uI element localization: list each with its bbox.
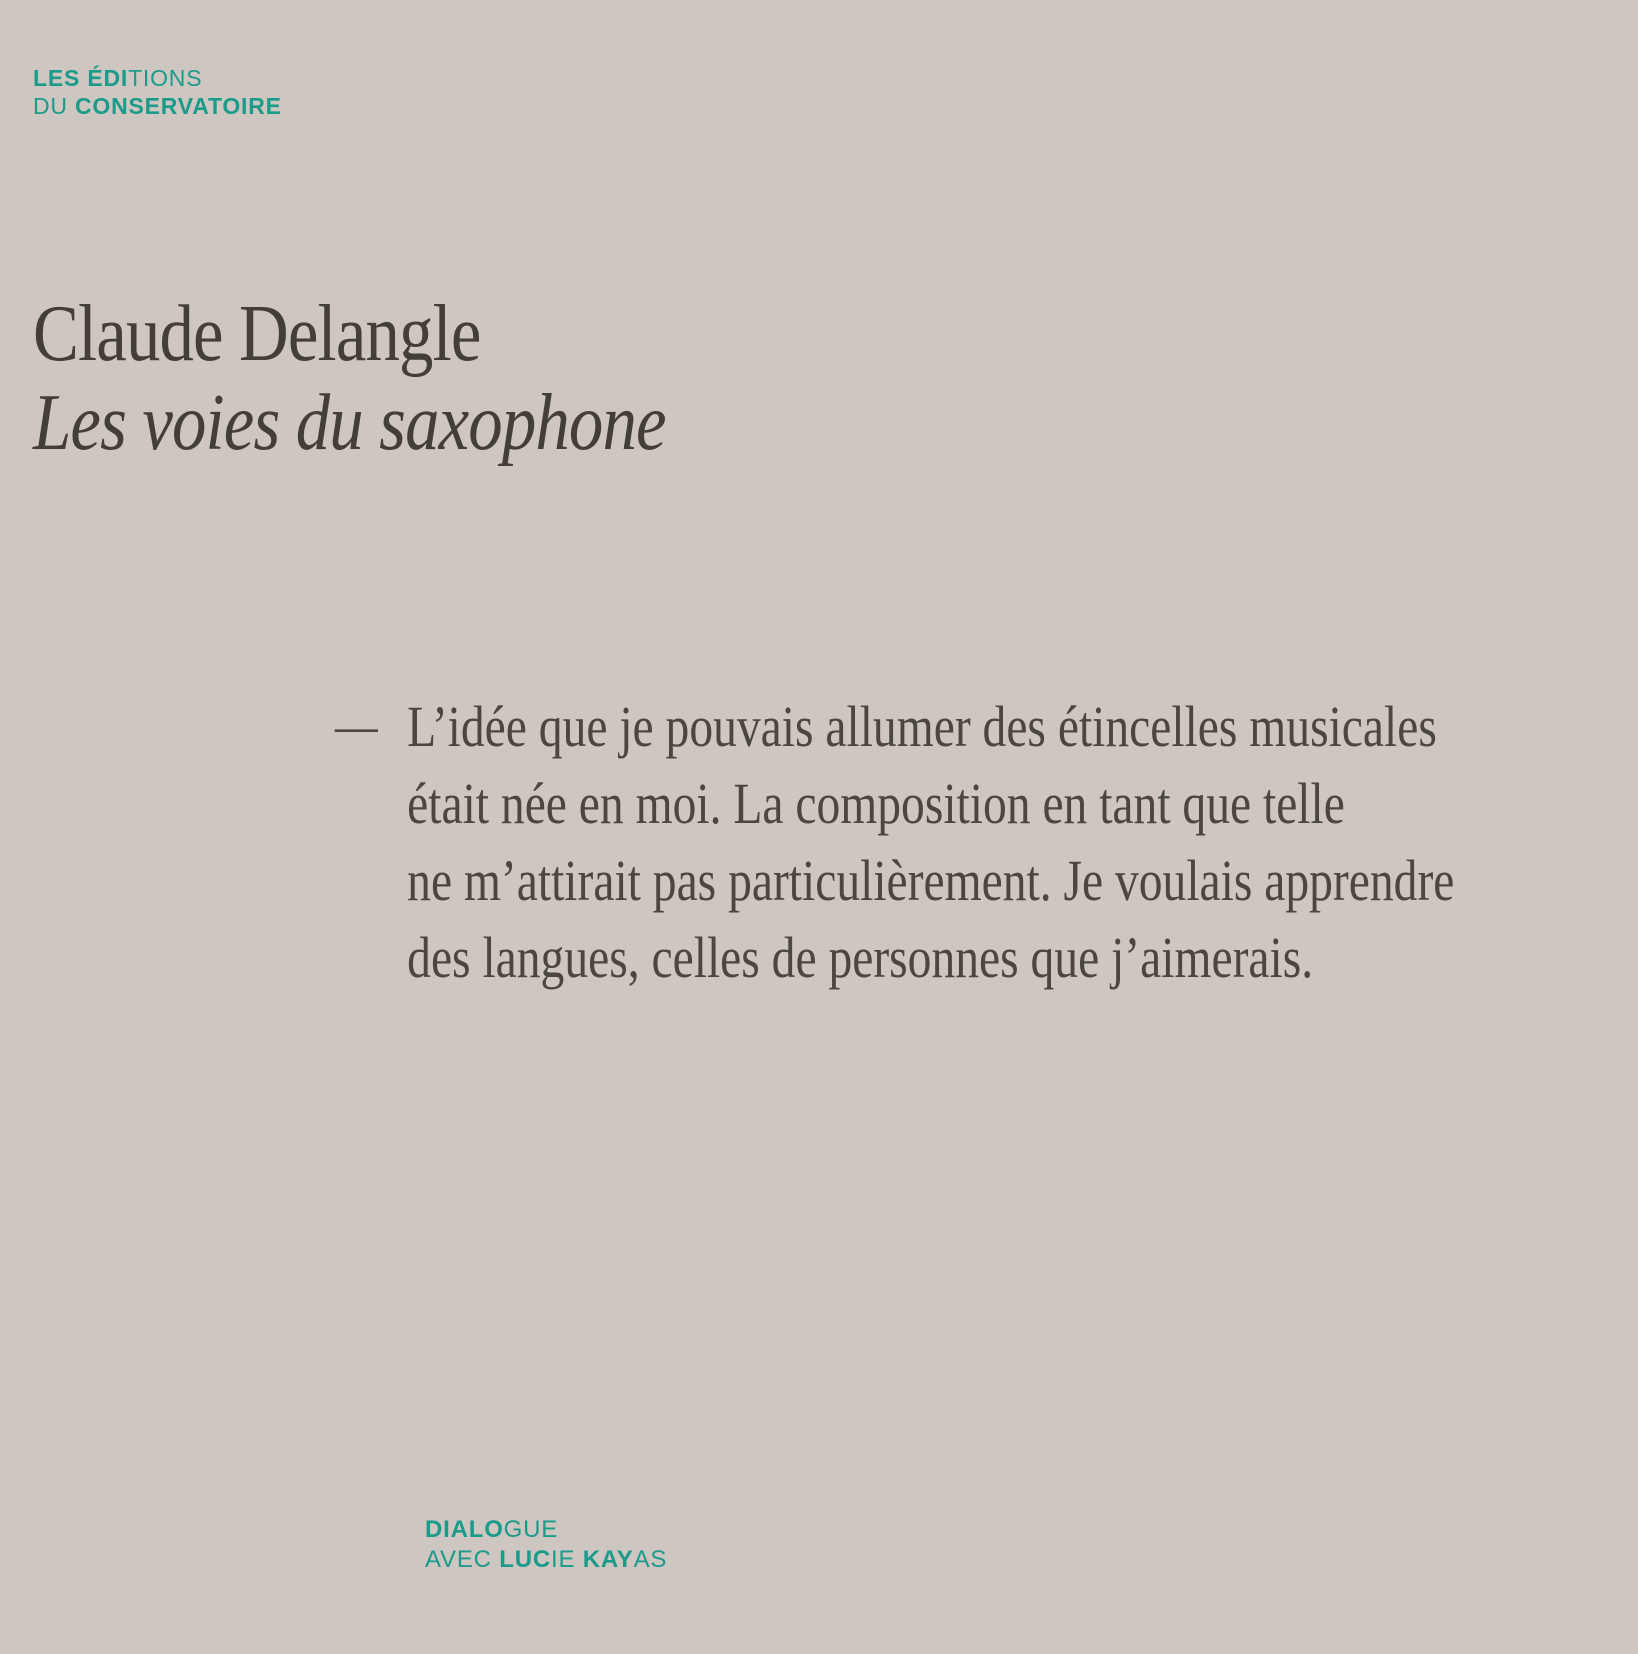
- title-block: [33, 290, 666, 468]
- publisher-logo-text-bold: LES ÉDI: [33, 65, 129, 91]
- publisher-logo-text-regular: TIONS: [128, 65, 203, 91]
- publisher-logo-line-1: [33, 64, 282, 92]
- credit-text-regular: IE: [550, 1546, 583, 1573]
- quote-text: [407, 688, 1454, 996]
- credit-text-bold: DIALO: [425, 1516, 504, 1543]
- author-name: Claude Delangle: [33, 290, 481, 378]
- quote-line: des langues, celles de personnes que j’aimerais.: [407, 925, 1314, 990]
- dialogue-credit: [425, 1515, 667, 1575]
- credit-text-bold: KAY: [582, 1546, 634, 1573]
- dialogue-credit-line-1: [425, 1515, 667, 1545]
- quote-line: L’idée que je pouvais allumer des étincelles musicales: [407, 694, 1437, 759]
- credit-text-regular: GUE: [503, 1516, 559, 1543]
- book-title: Les voies du saxophone: [33, 379, 666, 467]
- credit-text-regular: AS: [633, 1546, 668, 1573]
- quote-dash: —: [335, 698, 378, 755]
- publisher-logo-text-regular: DU: [33, 93, 76, 119]
- publisher-logo-line-2: [33, 92, 282, 120]
- quote-line: ne m’attirait pas particulièrement. Je voulais apprendre: [407, 848, 1455, 913]
- dialogue-credit-line-2: [425, 1545, 667, 1575]
- publisher-logo-text-bold: CONSERVATOIRE: [75, 93, 282, 119]
- publisher-logo: [33, 64, 282, 120]
- credit-text-bold: LUC: [499, 1546, 551, 1573]
- quote-line: était née en moi. La composition en tant que telle: [407, 771, 1345, 836]
- pull-quote: [335, 688, 1454, 996]
- credit-text-regular: AVEC: [425, 1546, 500, 1573]
